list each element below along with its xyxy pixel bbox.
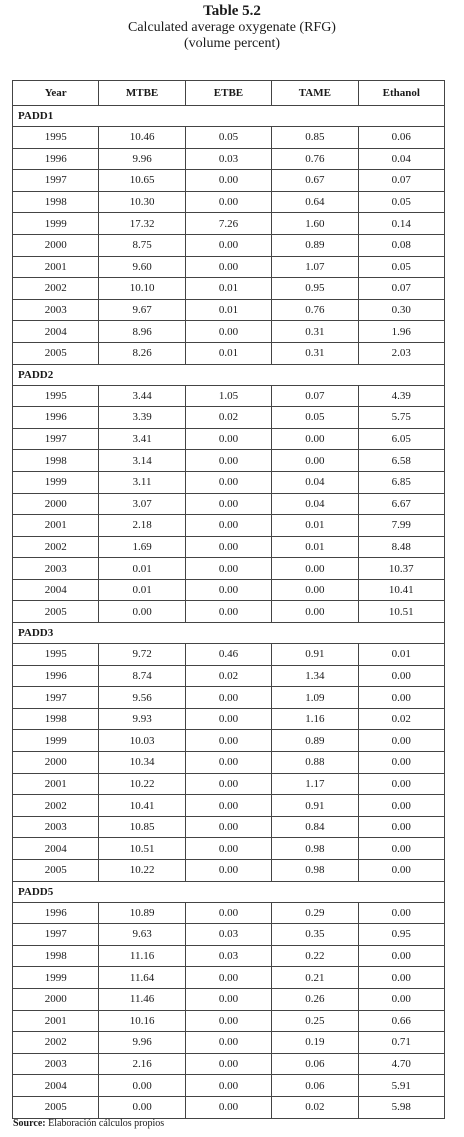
mtbe-cell: 11.64 <box>99 967 185 989</box>
table-row <box>13 644 445 666</box>
year-cell: 2003 <box>13 1053 99 1075</box>
ethanol-cell: 0.00 <box>358 665 444 687</box>
year-cell: 1999 <box>13 967 99 989</box>
etbe-cell: 0.00 <box>185 967 271 989</box>
table-row <box>13 1032 445 1054</box>
table-row <box>13 321 445 343</box>
etbe-cell: 0.00 <box>185 1096 271 1118</box>
mtbe-cell: 10.10 <box>99 278 185 300</box>
year-cell: 2002 <box>13 1032 99 1054</box>
table-row <box>13 816 445 838</box>
table-row <box>13 1010 445 1032</box>
etbe-cell: 0.00 <box>185 988 271 1010</box>
ethanol-cell: 0.01 <box>358 644 444 666</box>
tame-cell: 0.91 <box>272 795 358 817</box>
table-row <box>13 795 445 817</box>
tame-cell: 0.64 <box>272 191 358 213</box>
column-header-tame: TAME <box>272 81 358 106</box>
mtbe-cell: 3.41 <box>99 428 185 450</box>
year-cell: 2001 <box>13 1010 99 1032</box>
column-header-ethanol: Ethanol <box>358 81 444 106</box>
etbe-cell: 0.00 <box>185 191 271 213</box>
mtbe-cell: 3.39 <box>99 407 185 429</box>
mtbe-cell: 9.93 <box>99 708 185 730</box>
table-body <box>13 106 445 1119</box>
ethanol-cell: 6.67 <box>358 493 444 515</box>
mtbe-cell: 2.18 <box>99 515 185 537</box>
tame-cell: 0.91 <box>272 644 358 666</box>
etbe-cell: 0.03 <box>185 924 271 946</box>
table-row <box>13 148 445 170</box>
tame-cell: 0.05 <box>272 407 358 429</box>
etbe-cell: 0.00 <box>185 450 271 472</box>
source-text: Elaboración cálculos propios <box>48 1118 165 1129</box>
etbe-cell: 0.00 <box>185 816 271 838</box>
etbe-cell: 0.00 <box>185 493 271 515</box>
year-cell: 1998 <box>13 708 99 730</box>
mtbe-cell: 9.63 <box>99 924 185 946</box>
etbe-cell: 7.26 <box>185 213 271 235</box>
tame-cell: 0.31 <box>272 321 358 343</box>
table-row <box>13 407 445 429</box>
tame-cell: 0.00 <box>272 428 358 450</box>
etbe-cell: 0.00 <box>185 1010 271 1032</box>
ethanol-cell: 10.51 <box>358 601 444 623</box>
mtbe-cell: 9.67 <box>99 299 185 321</box>
column-header-etbe: ETBE <box>185 81 271 106</box>
ethanol-cell: 0.04 <box>358 148 444 170</box>
tame-cell: 0.85 <box>272 127 358 149</box>
ethanol-cell: 0.00 <box>358 988 444 1010</box>
table-row <box>13 170 445 192</box>
ethanol-cell: 0.95 <box>358 924 444 946</box>
ethanol-cell: 10.37 <box>358 558 444 580</box>
mtbe-cell: 0.01 <box>99 579 185 601</box>
table-row <box>13 1075 445 1097</box>
table-row <box>13 967 445 989</box>
tame-cell: 0.76 <box>272 299 358 321</box>
tame-cell: 0.19 <box>272 1032 358 1054</box>
ethanol-cell: 2.03 <box>358 342 444 364</box>
etbe-cell: 0.46 <box>185 644 271 666</box>
tame-cell: 0.00 <box>272 558 358 580</box>
etbe-cell: 0.00 <box>185 795 271 817</box>
section-label: PADD1 <box>13 106 445 127</box>
year-cell: 1997 <box>13 924 99 946</box>
section-row <box>13 881 445 902</box>
ethanol-cell: 0.71 <box>358 1032 444 1054</box>
etbe-cell: 0.00 <box>185 558 271 580</box>
etbe-cell: 0.00 <box>185 536 271 558</box>
etbe-cell: 0.02 <box>185 665 271 687</box>
mtbe-cell: 8.96 <box>99 321 185 343</box>
year-cell: 1995 <box>13 385 99 407</box>
ethanol-cell: 0.02 <box>358 708 444 730</box>
table-row <box>13 579 445 601</box>
mtbe-cell: 3.11 <box>99 471 185 493</box>
ethanol-cell: 0.00 <box>358 967 444 989</box>
ethanol-cell: 4.70 <box>358 1053 444 1075</box>
year-cell: 1999 <box>13 471 99 493</box>
tame-cell: 0.06 <box>272 1075 358 1097</box>
year-cell: 1996 <box>13 148 99 170</box>
ethanol-cell: 5.91 <box>358 1075 444 1097</box>
year-cell: 2004 <box>13 579 99 601</box>
section-row <box>13 364 445 385</box>
year-cell: 1998 <box>13 191 99 213</box>
tame-cell: 0.89 <box>272 730 358 752</box>
mtbe-cell: 0.00 <box>99 601 185 623</box>
tame-cell: 0.04 <box>272 493 358 515</box>
tame-cell: 0.25 <box>272 1010 358 1032</box>
tame-cell: 0.07 <box>272 385 358 407</box>
tame-cell: 1.17 <box>272 773 358 795</box>
section-row <box>13 106 445 127</box>
mtbe-cell: 3.44 <box>99 385 185 407</box>
mtbe-cell: 3.14 <box>99 450 185 472</box>
year-cell: 2004 <box>13 838 99 860</box>
tame-cell: 0.31 <box>272 342 358 364</box>
etbe-cell: 0.01 <box>185 342 271 364</box>
tame-cell: 0.26 <box>272 988 358 1010</box>
etbe-cell: 0.00 <box>185 730 271 752</box>
table-row <box>13 838 445 860</box>
year-cell: 2004 <box>13 321 99 343</box>
source-label: Source: <box>13 1118 46 1129</box>
year-cell: 2002 <box>13 795 99 817</box>
year-cell: 2003 <box>13 299 99 321</box>
ethanol-cell: 6.85 <box>358 471 444 493</box>
table-row <box>13 558 445 580</box>
table-header <box>0 0 464 52</box>
tame-cell: 0.98 <box>272 838 358 860</box>
tame-cell: 0.22 <box>272 945 358 967</box>
mtbe-cell: 8.26 <box>99 342 185 364</box>
section-label: PADD2 <box>13 364 445 385</box>
etbe-cell: 0.00 <box>185 773 271 795</box>
etbe-cell: 0.00 <box>185 234 271 256</box>
tame-cell: 1.07 <box>272 256 358 278</box>
tame-cell: 0.01 <box>272 536 358 558</box>
tame-cell: 0.98 <box>272 860 358 882</box>
table-row <box>13 708 445 730</box>
etbe-cell: 0.00 <box>185 256 271 278</box>
table-row <box>13 191 445 213</box>
ethanol-cell: 0.00 <box>358 687 444 709</box>
year-cell: 2005 <box>13 860 99 882</box>
mtbe-cell: 9.96 <box>99 148 185 170</box>
mtbe-cell: 10.03 <box>99 730 185 752</box>
table-row <box>13 730 445 752</box>
etbe-cell: 0.03 <box>185 945 271 967</box>
year-cell: 1999 <box>13 213 99 235</box>
ethanol-cell: 0.00 <box>358 838 444 860</box>
ethanol-cell: 0.05 <box>358 256 444 278</box>
mtbe-cell: 10.34 <box>99 752 185 774</box>
year-cell: 1995 <box>13 644 99 666</box>
table-row <box>13 256 445 278</box>
table-row <box>13 342 445 364</box>
mtbe-cell: 10.65 <box>99 170 185 192</box>
ethanol-cell: 0.07 <box>358 278 444 300</box>
etbe-cell: 0.01 <box>185 299 271 321</box>
year-cell: 2005 <box>13 1096 99 1118</box>
etbe-cell: 0.03 <box>185 148 271 170</box>
year-cell: 2000 <box>13 752 99 774</box>
ethanol-cell: 0.05 <box>358 191 444 213</box>
year-cell: 2000 <box>13 234 99 256</box>
year-cell: 1995 <box>13 127 99 149</box>
ethanol-cell: 0.00 <box>358 945 444 967</box>
table-row <box>13 278 445 300</box>
ethanol-cell: 4.39 <box>358 385 444 407</box>
mtbe-cell: 9.56 <box>99 687 185 709</box>
table-row <box>13 601 445 623</box>
etbe-cell: 0.00 <box>185 902 271 924</box>
etbe-cell: 0.01 <box>185 278 271 300</box>
ethanol-cell: 0.00 <box>358 860 444 882</box>
table-row <box>13 450 445 472</box>
ethanol-cell: 6.58 <box>358 450 444 472</box>
year-cell: 2005 <box>13 601 99 623</box>
etbe-cell: 0.00 <box>185 428 271 450</box>
table-row <box>13 213 445 235</box>
year-cell: 2000 <box>13 493 99 515</box>
tame-cell: 0.00 <box>272 601 358 623</box>
ethanol-cell: 0.08 <box>358 234 444 256</box>
etbe-cell: 0.00 <box>185 515 271 537</box>
table-row <box>13 385 445 407</box>
tame-cell: 0.01 <box>272 515 358 537</box>
mtbe-cell: 3.07 <box>99 493 185 515</box>
year-cell: 1998 <box>13 945 99 967</box>
tame-cell: 0.04 <box>272 471 358 493</box>
ethanol-cell: 0.00 <box>358 730 444 752</box>
tame-cell: 1.60 <box>272 213 358 235</box>
mtbe-cell: 9.60 <box>99 256 185 278</box>
table-row <box>13 1096 445 1118</box>
etbe-cell: 0.00 <box>185 471 271 493</box>
table-row <box>13 902 445 924</box>
tame-cell: 0.84 <box>272 816 358 838</box>
year-cell: 1999 <box>13 730 99 752</box>
section-row <box>13 623 445 644</box>
table-row <box>13 860 445 882</box>
etbe-cell: 0.00 <box>185 752 271 774</box>
tame-cell: 1.09 <box>272 687 358 709</box>
mtbe-cell: 10.46 <box>99 127 185 149</box>
year-cell: 2005 <box>13 342 99 364</box>
ethanol-cell: 0.14 <box>358 213 444 235</box>
ethanol-cell: 10.41 <box>358 579 444 601</box>
etbe-cell: 0.00 <box>185 687 271 709</box>
year-cell: 1996 <box>13 665 99 687</box>
table-row <box>13 1053 445 1075</box>
tame-cell: 0.76 <box>272 148 358 170</box>
mtbe-cell: 10.30 <box>99 191 185 213</box>
mtbe-cell: 9.96 <box>99 1032 185 1054</box>
etbe-cell: 0.00 <box>185 708 271 730</box>
etbe-cell: 0.00 <box>185 321 271 343</box>
mtbe-cell: 10.85 <box>99 816 185 838</box>
table-units: (volume percent) <box>183 36 280 51</box>
year-cell: 2002 <box>13 278 99 300</box>
tame-cell: 0.02 <box>272 1096 358 1118</box>
table-row <box>13 665 445 687</box>
mtbe-cell: 8.74 <box>99 665 185 687</box>
etbe-cell: 0.00 <box>185 1053 271 1075</box>
year-cell: 1996 <box>13 902 99 924</box>
mtbe-cell: 8.75 <box>99 234 185 256</box>
etbe-cell: 1.05 <box>185 385 271 407</box>
mtbe-cell: 9.72 <box>99 644 185 666</box>
tame-cell: 0.21 <box>272 967 358 989</box>
mtbe-cell: 10.89 <box>99 902 185 924</box>
table-row <box>13 988 445 1010</box>
mtbe-cell: 10.16 <box>99 1010 185 1032</box>
table-row <box>13 234 445 256</box>
etbe-cell: 0.00 <box>185 1032 271 1054</box>
year-cell: 2003 <box>13 558 99 580</box>
column-header-mtbe: MTBE <box>99 81 185 106</box>
table-subtitle: Calculated average oxygenate (RFG) <box>128 20 336 35</box>
tame-cell: 0.29 <box>272 902 358 924</box>
column-header-year: Year <box>13 81 99 106</box>
year-cell: 2000 <box>13 988 99 1010</box>
tame-cell: 0.89 <box>272 234 358 256</box>
table-row <box>13 515 445 537</box>
table-title: Table 5.2 <box>203 3 261 19</box>
ethanol-cell: 0.00 <box>358 795 444 817</box>
year-cell: 1997 <box>13 170 99 192</box>
mtbe-cell: 11.16 <box>99 945 185 967</box>
ethanol-cell: 0.06 <box>358 127 444 149</box>
table-row <box>13 752 445 774</box>
mtbe-cell: 0.00 <box>99 1075 185 1097</box>
tame-cell: 0.35 <box>272 924 358 946</box>
tame-cell: 0.00 <box>272 579 358 601</box>
ethanol-cell: 1.96 <box>358 321 444 343</box>
year-cell: 1998 <box>13 450 99 472</box>
mtbe-cell: 10.22 <box>99 860 185 882</box>
mtbe-cell: 10.22 <box>99 773 185 795</box>
ethanol-cell: 0.00 <box>358 816 444 838</box>
mtbe-cell: 11.46 <box>99 988 185 1010</box>
tame-cell: 0.95 <box>272 278 358 300</box>
table-row <box>13 428 445 450</box>
mtbe-cell: 2.16 <box>99 1053 185 1075</box>
mtbe-cell: 10.41 <box>99 795 185 817</box>
ethanol-cell: 5.75 <box>358 407 444 429</box>
tame-cell: 1.34 <box>272 665 358 687</box>
ethanol-cell: 0.30 <box>358 299 444 321</box>
table-row <box>13 924 445 946</box>
etbe-cell: 0.00 <box>185 601 271 623</box>
etbe-cell: 0.00 <box>185 170 271 192</box>
year-cell: 2004 <box>13 1075 99 1097</box>
oxygenate-table <box>12 80 445 1119</box>
tame-cell: 0.88 <box>272 752 358 774</box>
table-row <box>13 773 445 795</box>
source-note <box>13 1118 164 1129</box>
etbe-cell: 0.00 <box>185 860 271 882</box>
tame-cell: 0.67 <box>272 170 358 192</box>
year-cell: 2002 <box>13 536 99 558</box>
ethanol-cell: 0.07 <box>358 170 444 192</box>
tame-cell: 0.00 <box>272 450 358 472</box>
mtbe-cell: 0.01 <box>99 558 185 580</box>
year-cell: 1997 <box>13 687 99 709</box>
section-label: PADD3 <box>13 623 445 644</box>
year-cell: 2001 <box>13 256 99 278</box>
mtbe-cell: 1.69 <box>99 536 185 558</box>
ethanol-cell: 8.48 <box>358 536 444 558</box>
table-row <box>13 299 445 321</box>
ethanol-cell: 0.00 <box>358 752 444 774</box>
ethanol-cell: 0.66 <box>358 1010 444 1032</box>
table-row <box>13 127 445 149</box>
ethanol-cell: 5.98 <box>358 1096 444 1118</box>
etbe-cell: 0.00 <box>185 1075 271 1097</box>
table-row <box>13 493 445 515</box>
year-cell: 2001 <box>13 773 99 795</box>
year-cell: 2001 <box>13 515 99 537</box>
year-cell: 1996 <box>13 407 99 429</box>
etbe-cell: 0.02 <box>185 407 271 429</box>
section-label: PADD5 <box>13 881 445 902</box>
ethanol-cell: 0.00 <box>358 773 444 795</box>
mtbe-cell: 0.00 <box>99 1096 185 1118</box>
etbe-cell: 0.00 <box>185 579 271 601</box>
header-row <box>13 81 445 106</box>
table-row <box>13 471 445 493</box>
table-row <box>13 536 445 558</box>
mtbe-cell: 10.51 <box>99 838 185 860</box>
ethanol-cell: 7.99 <box>358 515 444 537</box>
tame-cell: 1.16 <box>272 708 358 730</box>
table-row <box>13 687 445 709</box>
etbe-cell: 0.05 <box>185 127 271 149</box>
tame-cell: 0.06 <box>272 1053 358 1075</box>
table-row <box>13 945 445 967</box>
ethanol-cell: 0.00 <box>358 902 444 924</box>
year-cell: 1997 <box>13 428 99 450</box>
year-cell: 2003 <box>13 816 99 838</box>
etbe-cell: 0.00 <box>185 838 271 860</box>
mtbe-cell: 17.32 <box>99 213 185 235</box>
ethanol-cell: 6.05 <box>358 428 444 450</box>
